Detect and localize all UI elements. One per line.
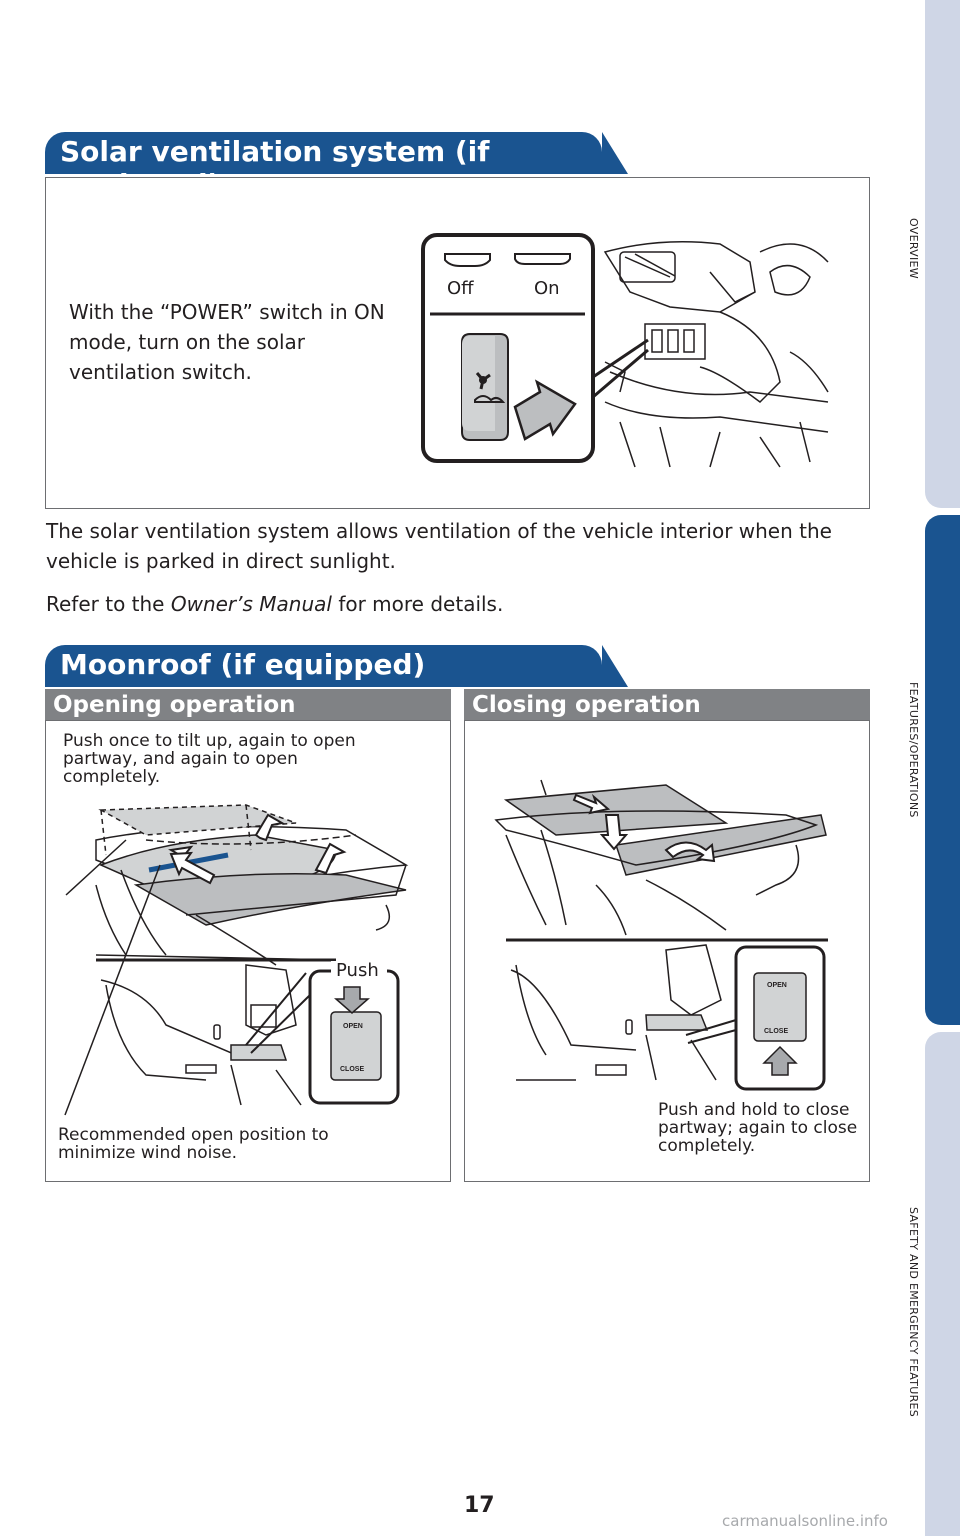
closing-button-close-label: CLOSE [764,1028,789,1035]
opening-operation-title: Opening operation [45,689,451,721]
closing-instruction: Push and hold to close partway; again to close completely. [658,1100,858,1156]
tab-overview[interactable] [925,0,960,508]
tab-label-features: FEATURES/OPERATIONS [907,682,920,818]
recommended-pointer-line [60,860,180,1120]
watermark: carmanualsonline.info [722,1512,888,1530]
push-label: Push [336,960,379,981]
page-number: 17 [464,1493,495,1518]
opening-button-close-label: CLOSE [340,1066,365,1073]
solar-switch-illustration [420,232,840,472]
tab-label-safety: SAFETY AND EMERGENCY FEATURES [907,1207,920,1418]
tab-features-operations[interactable] [925,515,960,1025]
off-label: Off [447,278,474,299]
solar-paragraph-1: The solar ventilation system allows ventilation of the vehicle interior when the vehicle is parked in direct sunlight. [46,519,832,573]
opening-button-open-label: OPEN [343,1023,363,1030]
solar-instruction: With the “POWER” switch in ON mode, turn on the solar ventilation switch. [69,300,385,384]
solar-heading: Solar ventilation system (if [45,132,602,174]
moonroof-heading: Moonroof (if equipped) [45,645,602,687]
solar-paragraph-2: Refer to the Owner’s Manual for more details. [46,592,504,616]
opening-instruction: Push once to tilt up, again to open partway, and again to open completely. [63,731,356,787]
owners-manual-ref: Owner’s Manual [170,592,332,616]
tab-label-overview: OVERVIEW [907,218,920,279]
recommended-position-caption: Recommended open position to minimize wind noise. [58,1125,329,1163]
closing-button-open-label: OPEN [767,982,787,989]
tab-safety[interactable] [925,1032,960,1536]
closing-illustration [466,775,868,1100]
closing-operation-title: Closing operation [464,689,870,721]
on-label: On [534,278,560,299]
side-tabs [925,0,960,1536]
